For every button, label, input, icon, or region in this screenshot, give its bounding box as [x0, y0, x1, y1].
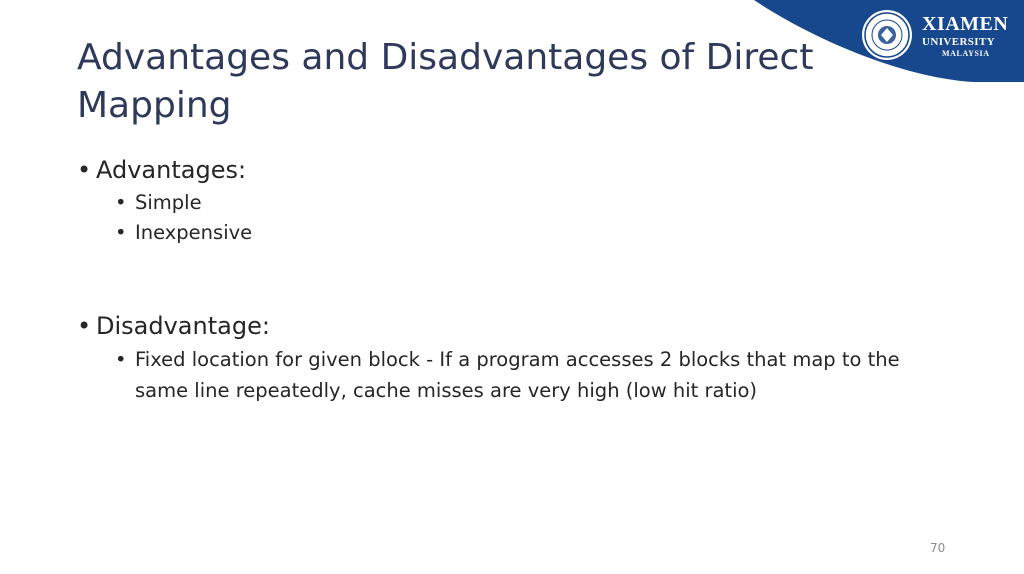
university-country: MALAYSIA — [942, 49, 990, 58]
university-name — [922, 14, 1008, 58]
bullet-advantages: • Advantages: — [77, 152, 957, 188]
university-seal-icon — [860, 8, 914, 62]
slide-title: Advantages and Disadvantages of Direct Mapping — [77, 37, 814, 126]
page-number: 70 — [930, 541, 946, 555]
advantage-item: • Simple — [115, 188, 957, 218]
advantages-list — [77, 188, 957, 248]
disadvantage-list — [77, 344, 957, 406]
university-name-main: XIAMEN — [922, 13, 1009, 35]
slide-content — [77, 152, 957, 406]
disadvantage-item: • Fixed location for given block - If a program accesses 2 blocks that map to the same line repeatedly, cache misses are very high (low hit ratio) — [115, 344, 957, 406]
university-name-sub: UNIVERSITY — [922, 36, 996, 48]
spacer — [77, 248, 957, 308]
bullet-disadvantage: • Disadvantage: — [77, 308, 957, 344]
advantage-item: • Inexpensive — [115, 218, 957, 248]
